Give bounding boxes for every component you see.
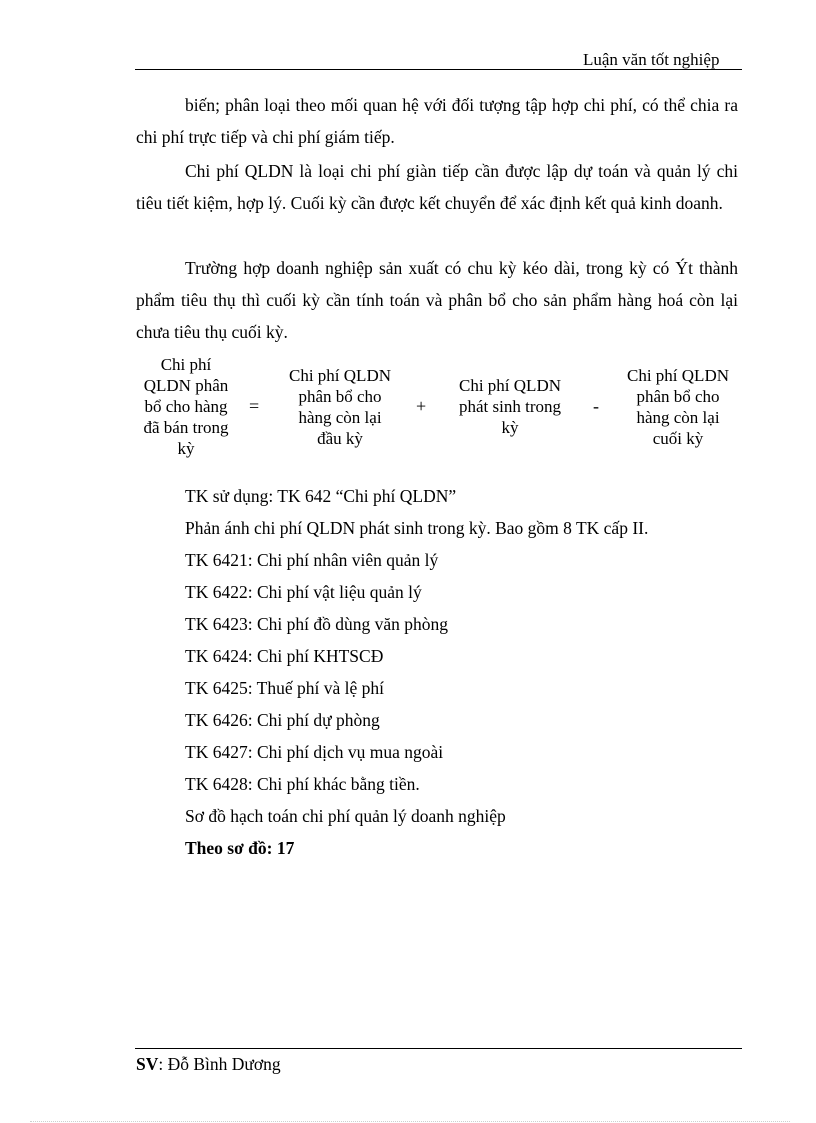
page-edge-divider [30,1121,790,1122]
list-item: TK 6426: Chi phí dự phòng [185,710,380,730]
student-name: : Đỗ Bình Dương [158,1054,281,1074]
paragraph-1: biến; phân loại theo mối quan hệ với đối tượng tập hợp chi phí, có thể chia ra chi phí trực tiếp và chi phí giám tiếp. [136,95,738,147]
footer-rule [135,1048,742,1049]
formula-term-opening-balance: Chi phí QLDN phân bổ cho hàng còn lại đầu kỳ [289,366,391,448]
plus-sign: + [416,396,427,416]
header-rule [135,69,742,70]
list-item: TK 6425: Thuế phí và lệ phí [185,678,384,698]
paragraph-2: Chi phí QLDN là loại chi phí giàn tiếp cần được lập dự toán và quản lý chi tiêu tiết kiệm, hợp lý. Cuối kỳ cần được kết chuyển để xác định kết quả kinh doanh. [136,161,738,213]
student-label: SV [136,1054,159,1074]
list-item: TK 6427: Chi phí dịch vụ mua ngoài [185,742,444,762]
account-used-line: TK sử dụng: TK 642 “Chi phí QLDN” [185,486,457,506]
list-item: TK 6423: Chi phí đồ dùng văn phòng [185,614,448,634]
list-item: TK 6424: Chi phí KHTSCĐ [185,646,384,666]
cost-allocation-formula [130,354,750,464]
formula-term-incurred-in-period: Chi phí QLDN phát sinh trong kỳ [459,376,561,437]
diagram-caption-line: Sơ đồ hạch toán chi phí quản lý doanh nghiệp [185,806,506,826]
equals-sign: = [249,396,260,416]
formula-term-allocated-to-sold: Chi phí QLDN phân bổ cho hàng đã bán trong kỳ [143,355,229,458]
header-title: Luận văn tốt nghiệp [583,50,720,69]
paragraph-3: Trường hợp doanh nghiệp sản xuất có chu kỳ kéo dài, trong kỳ có Ýt thành phẩm tiêu thụ thì cuối kỳ cần tính toán và phân bổ cho sản phẩm hàng hoá còn lại chưa tiêu thụ cuối kỳ. [136,258,738,342]
list-item: TK 6421: Chi phí nhân viên quản lý [185,550,439,570]
student-credit [136,1054,281,1075]
formula-term-closing-balance: Chi phí QLDN phân bổ cho hàng còn lại cuối kỳ [627,366,729,448]
minus-sign: - [593,396,599,416]
diagram-reference: Theo sơ đồ: 17 [185,838,295,858]
list-item: TK 6428: Chi phí khác bằng tiền. [185,774,420,794]
list-item: TK 6422: Chi phí vật liệu quản lý [185,582,422,602]
account-description-line: Phản ánh chi phí QLDN phát sinh trong kỳ. Bao gồm 8 TK cấp II. [185,518,649,538]
